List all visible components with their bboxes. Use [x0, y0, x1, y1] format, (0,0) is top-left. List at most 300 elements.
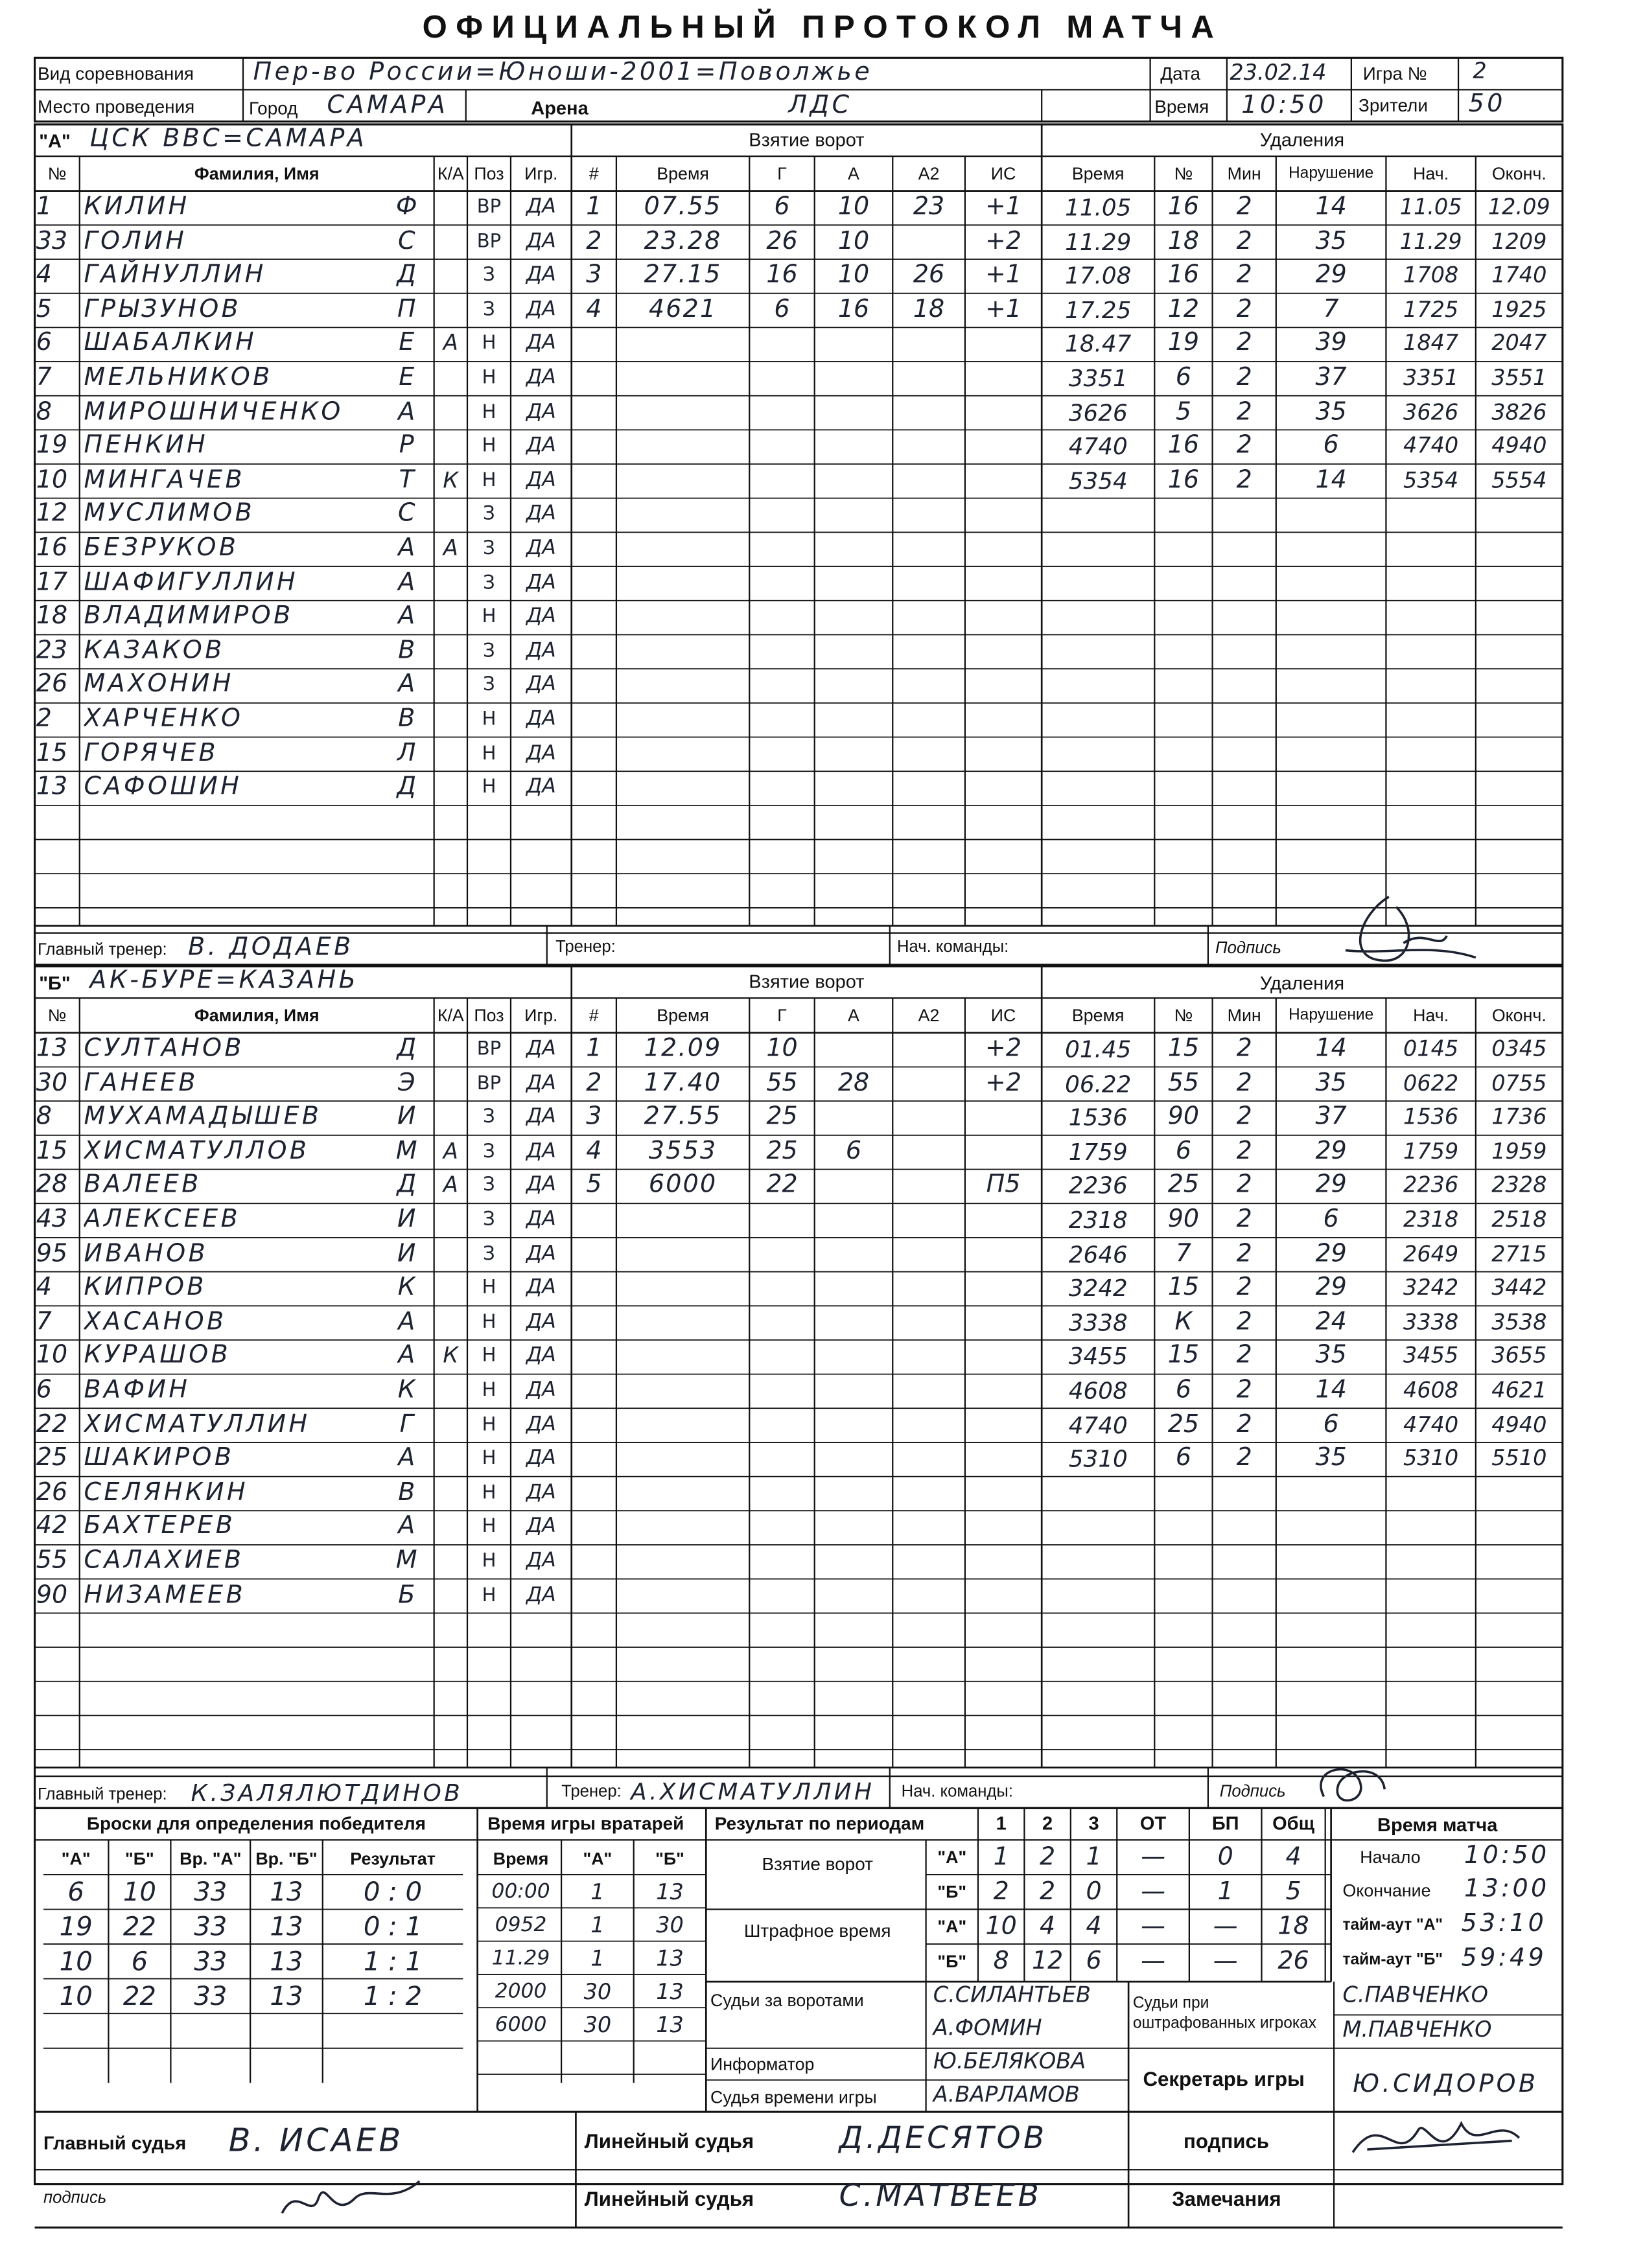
team-b-penalties-title: Удаления — [1259, 972, 1345, 994]
team-a-goal-scorer: 6 — [774, 192, 790, 222]
team-a-pen-end: 2047 — [1491, 330, 1547, 356]
team-b-player-ka — [434, 1306, 467, 1340]
period-cell: 0 — [1086, 1877, 1102, 1907]
team-b-player-pos: Н — [482, 1448, 496, 1470]
team-a-player-igr: ДА — [526, 537, 556, 560]
penalty-judge-1: С.ПАВЧЕНКО — [1342, 1982, 1488, 2008]
team-a-pen-start: 4740 — [1403, 432, 1459, 459]
team-a-player-igr: ДА — [526, 297, 556, 321]
period-cell: — — [1141, 1877, 1166, 1907]
team-a-pen-end: 4940 — [1491, 432, 1547, 459]
team-a-col-ka: К/А — [437, 163, 464, 184]
goalie-cell: 13 — [656, 1978, 684, 2005]
team-b-pen-viol: 37 — [1315, 1102, 1347, 1131]
team-b-player-igr: ДА — [526, 1446, 556, 1470]
team-b-label: "Б" — [39, 972, 71, 994]
period-cell: — — [1213, 1947, 1238, 1976]
team-b-pen-viol: 6 — [1323, 1409, 1339, 1439]
team-a-pen-start: 1708 — [1403, 262, 1459, 288]
team-b-goal-strength — [965, 1101, 1042, 1135]
team-b-pen-end: 1736 — [1491, 1104, 1547, 1130]
shootout-cell: 33 — [194, 1877, 228, 1908]
team-b-pen-num: 25 — [1167, 1409, 1200, 1439]
arena-label: Арена — [531, 97, 589, 119]
team-b-trainer: А.ХИСМАТУЛЛИН — [631, 1777, 875, 1805]
team-b-pen-num: 15 — [1167, 1341, 1200, 1371]
team-b-player-pos: З — [483, 1243, 495, 1266]
period-col-1: 2 — [1042, 1812, 1053, 1834]
main-judge-label: Главный судья — [43, 2132, 187, 2154]
team-b-player-num: 26 — [36, 1477, 68, 1507]
team-a-player-pos: Н — [482, 743, 496, 765]
team-b-pen-start: 2649 — [1403, 1240, 1459, 1267]
team-a-player-igr: ДА — [526, 639, 556, 662]
team-a-player-pos: Н — [482, 777, 496, 799]
team-b-player-num: 15 — [36, 1137, 68, 1166]
team-a-player-name: КИЛИН — [84, 192, 190, 222]
team-b-pen-viol: 29 — [1315, 1137, 1347, 1166]
team-a-pen-end: 1209 — [1491, 227, 1547, 254]
team-a-goal-scorer: 16 — [766, 260, 798, 290]
team-a-pen-time: 3626 — [1068, 399, 1128, 426]
team-b-goal-assist2 — [892, 1033, 965, 1067]
team-a-player-ka — [434, 191, 467, 226]
team-b-player-pos: Н — [482, 1550, 496, 1573]
team-b-goal-scorer: 25 — [766, 1102, 798, 1131]
shootout-cell: 0 : 0 — [363, 1877, 423, 1908]
team-a-player-ka — [434, 601, 467, 635]
team-a-player-initial: Ф — [395, 192, 417, 222]
team-b-pen-time: 1759 — [1068, 1138, 1128, 1166]
team-b-player-num: 42 — [36, 1512, 68, 1542]
team-a-pen-viol: 35 — [1315, 397, 1347, 426]
team-b-pen-min: 2 — [1236, 1375, 1252, 1405]
goalie-col-1: "А" — [583, 1848, 612, 1869]
team-a-pen-min: 2 — [1236, 363, 1252, 392]
shootout-cell: 0 : 1 — [363, 1912, 423, 1943]
team-b-player-name: БАХТЕРЕВ — [84, 1512, 236, 1542]
team-a-pen-viol: 39 — [1315, 329, 1347, 358]
team-a-player-pos: З — [483, 264, 495, 287]
team-a-player-num: 19 — [36, 431, 68, 461]
team-a-goal-time: 23.28 — [644, 226, 722, 256]
team-a-col-g-g: Г — [777, 163, 787, 184]
team-b-goal-assist2 — [892, 1169, 965, 1203]
team-b-pen-start: 3242 — [1403, 1274, 1459, 1301]
team-b-pen-time: 3338 — [1068, 1308, 1128, 1337]
period-goals-label: Взятие ворот — [762, 1854, 873, 1875]
team-b-pen-min: 2 — [1236, 1273, 1252, 1302]
team-b-player-initial: М — [395, 1137, 417, 1166]
team-b-pen-viol: 6 — [1323, 1205, 1339, 1234]
period-row-team: "Б" — [937, 1882, 967, 1903]
team-a-pen-time: 4740 — [1068, 432, 1128, 461]
goalie-cell: 30 — [583, 1978, 612, 2005]
timekeeper-label: Судья времени игры — [710, 2087, 877, 2108]
team-a-goal-strength: +1 — [985, 294, 1022, 324]
shootout-cell: 13 — [270, 1912, 303, 1943]
team-b-player-pos: Н — [482, 1312, 496, 1334]
shootout-cell: 1 : 1 — [363, 1947, 423, 1978]
team-a-pen-start: 11.29 — [1399, 227, 1462, 254]
team-b-goal-idx: 5 — [586, 1170, 602, 1200]
line-judge-2-value: С.МАТВЕЕВ — [839, 2178, 1042, 2214]
team-b-pen-num: 15 — [1167, 1273, 1200, 1302]
period-cell: 2 — [1040, 1842, 1056, 1872]
team-a-col-p-min: Мин — [1227, 163, 1261, 184]
team-a-goal-scorer: 26 — [766, 226, 798, 256]
team-b-player-igr: ДА — [526, 1378, 556, 1402]
team-a-player-initial: А — [398, 568, 415, 597]
time-label: Время — [1154, 97, 1209, 117]
team-b-player-ka — [434, 1579, 467, 1614]
period-cell: 6 — [1086, 1947, 1102, 1976]
team-b-player-igr: ДА — [526, 1037, 556, 1061]
team-b-player-ka — [434, 1033, 467, 1067]
team-b-goal-assist — [815, 1033, 893, 1067]
team-b-pen-start: 2318 — [1403, 1206, 1459, 1232]
team-b-player-name: АЛЕКСЕЕВ — [84, 1205, 241, 1234]
team-a-pen-viol: 35 — [1315, 226, 1347, 256]
team-a-player-name: МАХОНИН — [84, 670, 234, 700]
team-a-player-ka — [434, 225, 467, 259]
team-b-pen-min: 2 — [1236, 1409, 1252, 1439]
team-b-col-p-min: Мин — [1227, 1005, 1261, 1026]
team-b-pen-num: 7 — [1175, 1239, 1192, 1268]
team-a-penalties-title: Удаления — [1259, 128, 1345, 151]
team-b-name: АК-БУРЕ=КАЗАНЬ — [89, 966, 359, 995]
period-col-2: 3 — [1088, 1812, 1099, 1834]
team-b-goal-assist — [815, 1169, 893, 1203]
team-b-pen-time: 2646 — [1068, 1240, 1128, 1268]
team-b-pen-min: 2 — [1236, 1205, 1252, 1234]
team-a-col-p-num: № — [1174, 163, 1193, 184]
team-b-player-igr: ДА — [526, 1174, 556, 1197]
team-a-player-num: 16 — [36, 533, 68, 563]
team-a-pen-viol: 14 — [1315, 465, 1347, 494]
team-a-pen-end: 12.09 — [1488, 194, 1550, 220]
shootout-cell: 10 — [122, 1877, 156, 1908]
team-a-col-num: № — [47, 163, 67, 184]
team-b-player-num: 13 — [36, 1034, 68, 1063]
team-a-player-initial: Е — [399, 363, 415, 392]
team-a-player-initial: В — [398, 704, 415, 734]
competition-value: Пер-во России=Юноши-2001=Поволжье — [253, 58, 873, 87]
team-a-goal-assist2: 23 — [913, 192, 945, 222]
team-b-player-num: 10 — [36, 1341, 68, 1371]
date-label: Дата — [1160, 64, 1201, 84]
team-b-pen-end: 3442 — [1491, 1274, 1547, 1301]
team-a-player-initial: А — [398, 670, 415, 700]
team-a-goal-strength: +1 — [985, 260, 1022, 290]
team-b-col-g-idx: # — [589, 1005, 599, 1026]
team-a-player-igr: ДА — [526, 263, 556, 287]
timeout-a-value: 53:10 — [1461, 1909, 1547, 1939]
period-cell: 26 — [1278, 1947, 1309, 1976]
team-b-pen-viol: 14 — [1315, 1375, 1347, 1405]
team-a-pen-start: 3351 — [1403, 364, 1459, 391]
team-b-player-num: 55 — [36, 1546, 68, 1575]
document-title: ОФИЦИАЛЬНЫЙ ПРОТОКОЛ МАТЧА — [422, 8, 1223, 45]
team-a-pen-min: 2 — [1236, 465, 1252, 494]
team-a-pen-end: 1925 — [1491, 296, 1547, 323]
team-b-player-igr: ДА — [526, 1344, 556, 1368]
team-a-player-ka — [434, 259, 467, 294]
team-a-player-ka — [434, 294, 467, 328]
team-a-goal-idx: 1 — [586, 192, 602, 222]
team-b-player-igr: ДА — [526, 1276, 556, 1299]
team-b-player-ka: А — [443, 1172, 458, 1199]
team-b-pen-min: 2 — [1236, 1444, 1252, 1473]
team-a-pen-end: 1740 — [1491, 262, 1547, 288]
period-col-4: БП — [1211, 1812, 1239, 1834]
team-a-player-initial: А — [398, 602, 415, 631]
team-b-pen-viol: 35 — [1315, 1444, 1347, 1473]
goalie-cell: 13 — [656, 1879, 684, 1905]
team-b-player-pos: Н — [482, 1277, 496, 1299]
team-b-pen-time: 06.22 — [1065, 1069, 1132, 1098]
team-a-coach: В. ДОДАЕВ — [188, 932, 354, 962]
team-a-player-initial: Д — [397, 260, 417, 290]
period-cell: — — [1141, 1947, 1166, 1976]
team-b-pen-min: 2 — [1236, 1137, 1252, 1166]
team-b-trainer-label: Тренер: — [561, 1783, 622, 1801]
team-b-goals-title: Взятие ворот — [749, 970, 865, 993]
team-a-player-igr: ДА — [526, 502, 556, 526]
shootout-cell: 10 — [59, 1982, 93, 2012]
team-b-player-initial: А — [398, 1444, 415, 1473]
shootout-col-1: "Б" — [125, 1848, 154, 1869]
team-a-col-p-viol: Нарушение — [1288, 165, 1374, 183]
team-b-player-num: 28 — [36, 1170, 68, 1200]
team-b-goal-assist2 — [892, 1067, 965, 1101]
team-a-pen-start: 5354 — [1403, 467, 1459, 493]
period-cell: — — [1213, 1912, 1238, 1941]
team-b-player-name: ВАЛЕЕВ — [84, 1170, 202, 1200]
team-a-pen-num: 16 — [1167, 260, 1200, 290]
team-b-player-name: НИЗАМЕЕВ — [84, 1580, 246, 1610]
team-a-goal-assist2: 26 — [913, 260, 945, 290]
shootout-cell: 22 — [122, 1982, 156, 2012]
team-b-goal-assist2 — [892, 1101, 965, 1135]
team-a-pen-time: 11.05 — [1065, 194, 1132, 222]
team-b-player-pos: Н — [482, 1414, 496, 1436]
time-value: 10:50 — [1241, 91, 1327, 121]
team-a-player-igr: ДА — [526, 365, 556, 389]
team-a-player-name: САФОШИН — [84, 772, 242, 802]
penalty-judges-label: Судьи при оштрафованных игроках — [1132, 1995, 1317, 2033]
team-a-player-igr: ДА — [526, 434, 556, 457]
period-cell: — — [1141, 1912, 1166, 1941]
team-b-player-pos: ВР — [476, 1072, 502, 1094]
team-b-player-num: 8 — [36, 1102, 52, 1131]
team-b-pen-start: 1759 — [1403, 1138, 1459, 1164]
period-cell: 1 — [993, 1842, 1009, 1872]
team-a-player-igr: ДА — [526, 775, 556, 799]
team-a-player-initial: Л — [397, 738, 416, 768]
team-b-goal-time: 27.55 — [644, 1102, 722, 1131]
spectators-label: Зрители — [1359, 95, 1428, 116]
team-a-player-ka — [434, 498, 467, 533]
team-b-player-initial: Г — [399, 1409, 414, 1439]
team-b-goal-scorer: 25 — [766, 1137, 798, 1166]
team-b-pen-min: 2 — [1236, 1341, 1252, 1371]
team-b-goal-strength: П5 — [986, 1170, 1021, 1200]
team-a-goal-strength: +1 — [985, 192, 1022, 222]
team-a-player-initial: А — [398, 397, 415, 426]
team-b-pen-time: 4740 — [1068, 1411, 1128, 1439]
team-a-player-igr: ДА — [526, 673, 556, 697]
team-b-pen-min: 2 — [1236, 1102, 1252, 1131]
team-a-goal-idx: 2 — [586, 226, 602, 256]
team-b-pen-num: 6 — [1175, 1137, 1192, 1166]
team-b-goal-strength — [965, 1135, 1042, 1170]
team-a-player-initial: Р — [399, 431, 414, 461]
team-b-col-p-end: Оконч. — [1491, 1005, 1546, 1026]
team-b-player-ka — [434, 1101, 467, 1135]
team-b-col-p-start: Нач. — [1413, 1005, 1449, 1026]
team-b-pen-time: 01.45 — [1065, 1036, 1132, 1063]
goalie-cell: 1 — [590, 1879, 605, 1905]
team-a-player-name: ШАФИГУЛЛИН — [84, 568, 298, 597]
team-a-pen-start: 3626 — [1403, 399, 1459, 425]
team-b-player-num: 4 — [36, 1273, 52, 1302]
team-a-player-name: ПЕНКИН — [84, 431, 209, 461]
team-a-player-num: 6 — [36, 329, 52, 358]
team-a-pen-viol: 14 — [1315, 192, 1347, 222]
team-a-player-initial: П — [397, 294, 416, 324]
team-a-pen-min: 2 — [1236, 431, 1252, 461]
team-a-goal-assist: 16 — [837, 294, 870, 324]
team-b-player-ka — [434, 1374, 467, 1409]
team-a-pen-end: 3826 — [1491, 399, 1547, 425]
team-b-player-name: ИВАНОВ — [84, 1239, 209, 1268]
team-a-player-pos: Н — [482, 606, 496, 629]
team-a-player-initial: Е — [399, 329, 415, 358]
goal-judge-1: С.СИЛАНТЬЕВ — [933, 1982, 1091, 2008]
team-a-player-ka: А — [443, 330, 458, 356]
team-b-player-igr: ДА — [526, 1412, 556, 1436]
team-a-player-num: 10 — [36, 465, 68, 494]
team-b-col-p-viol: Нарушение — [1288, 1006, 1374, 1024]
game-no-label: Игра № — [1362, 64, 1427, 84]
team-a-pen-end: 3551 — [1491, 364, 1547, 391]
team-b-pen-num: 6 — [1175, 1444, 1192, 1473]
team-a-player-pos: З — [483, 675, 495, 697]
team-b-pen-min: 2 — [1236, 1034, 1252, 1063]
team-b-signature — [1295, 1753, 1411, 1811]
team-b-pen-time: 2236 — [1068, 1172, 1128, 1200]
period-row-team: "А" — [937, 1847, 967, 1868]
team-a-player-initial: Т — [399, 465, 414, 494]
shootout-cell: 33 — [194, 1982, 228, 2012]
team-a-player-igr: ДА — [526, 195, 556, 219]
team-b-player-ka: К — [443, 1343, 459, 1369]
team-b-player-pos: Н — [482, 1380, 496, 1402]
informer-label: Информатор — [710, 2054, 815, 2074]
team-b-col-p-time: Время — [1071, 1005, 1125, 1026]
date-value: 23.02.14 — [1230, 59, 1327, 86]
team-b-player-initial: А — [398, 1512, 415, 1542]
team-b-coach-label: Главный тренер: — [38, 1786, 167, 1804]
team-a-player-num: 15 — [36, 738, 68, 768]
team-a-pen-min: 2 — [1236, 294, 1252, 324]
team-b-pen-time: 4608 — [1068, 1377, 1128, 1405]
team-b-player-initial: А — [398, 1307, 415, 1337]
team-b-player-num: 22 — [36, 1409, 68, 1439]
team-b-pen-end: 2328 — [1491, 1172, 1547, 1199]
team-b-pen-viol: 29 — [1315, 1170, 1347, 1200]
team-b-pen-end: 4940 — [1491, 1411, 1547, 1437]
team-a-trainer-label: Тренер: — [555, 938, 616, 956]
period-col-0: 1 — [996, 1812, 1007, 1834]
period-cell: 12 — [1031, 1947, 1064, 1976]
competition-label: Вид соревнования — [38, 64, 194, 84]
team-b-col-g-a: А — [848, 1005, 859, 1026]
goalie-cell: 1 — [590, 1945, 605, 1972]
team-a-pen-viol: 29 — [1315, 260, 1347, 290]
team-b-pen-end: 4621 — [1491, 1377, 1547, 1404]
team-b-player-name: КУРАШОВ — [84, 1341, 231, 1371]
team-b-player-name: САЛАХИЕВ — [84, 1546, 244, 1575]
city-label: Город — [248, 98, 298, 119]
team-a-player-pos: З — [483, 572, 495, 594]
team-b-player-num: 25 — [36, 1444, 68, 1473]
team-b-pen-start: 2236 — [1403, 1172, 1459, 1199]
match-start-value: 10:50 — [1464, 1841, 1550, 1871]
team-a-col-g-time: Время — [657, 163, 709, 184]
goalie-cell: 11.29 — [491, 1947, 550, 1971]
team-a-player-initial: С — [397, 499, 415, 529]
team-b-pen-min: 2 — [1236, 1068, 1252, 1098]
team-a-player-igr: ДА — [526, 605, 556, 629]
team-b-col-num: № — [47, 1005, 67, 1026]
team-b-player-ka: А — [443, 1138, 458, 1164]
shootout-cell: 13 — [270, 1947, 303, 1978]
shootout-col-0: "А" — [61, 1848, 91, 1869]
team-b-goal-time: 6000 — [648, 1170, 718, 1200]
team-b-col-ka: К/А — [437, 1005, 464, 1026]
team-b-col-g-a2: А2 — [918, 1005, 940, 1026]
team-b-player-ka — [434, 1477, 467, 1511]
period-col-5: Общ — [1272, 1812, 1315, 1834]
team-b-pen-end: 3655 — [1491, 1343, 1547, 1369]
team-b-player-name: КИПРОВ — [84, 1273, 207, 1302]
team-a-player-igr: ДА — [526, 570, 556, 594]
team-a-pen-num: 18 — [1167, 226, 1200, 256]
team-a-player-name: БЕЗРУКОВ — [84, 533, 239, 563]
team-a-player-igr: ДА — [526, 468, 556, 492]
team-b-player-igr: ДА — [526, 1310, 556, 1334]
main-judge-value: В. ИСАЕВ — [228, 2123, 404, 2160]
team-b-pen-start: 4740 — [1403, 1411, 1459, 1437]
period-cell: 18 — [1278, 1912, 1309, 1941]
team-b-player-igr: ДА — [526, 1583, 556, 1607]
team-a-player-name: ШАБАЛКИН — [84, 329, 257, 358]
match-end-value: 13:00 — [1464, 1874, 1550, 1904]
team-a-player-ka — [434, 634, 467, 669]
team-b-player-initial: И — [397, 1205, 416, 1234]
team-a-player-pos: З — [483, 640, 495, 662]
team-b-goal-idx: 3 — [586, 1102, 602, 1131]
period-cell: 4 — [1040, 1912, 1056, 1941]
team-a-player-num: 17 — [36, 568, 68, 597]
team-b-pen-start: 5310 — [1403, 1445, 1459, 1472]
team-a-goal-assist2 — [892, 225, 965, 259]
team-a-player-igr: ДА — [526, 400, 556, 424]
team-b-pen-viol: 29 — [1315, 1239, 1347, 1268]
team-a-player-ka — [434, 362, 467, 396]
